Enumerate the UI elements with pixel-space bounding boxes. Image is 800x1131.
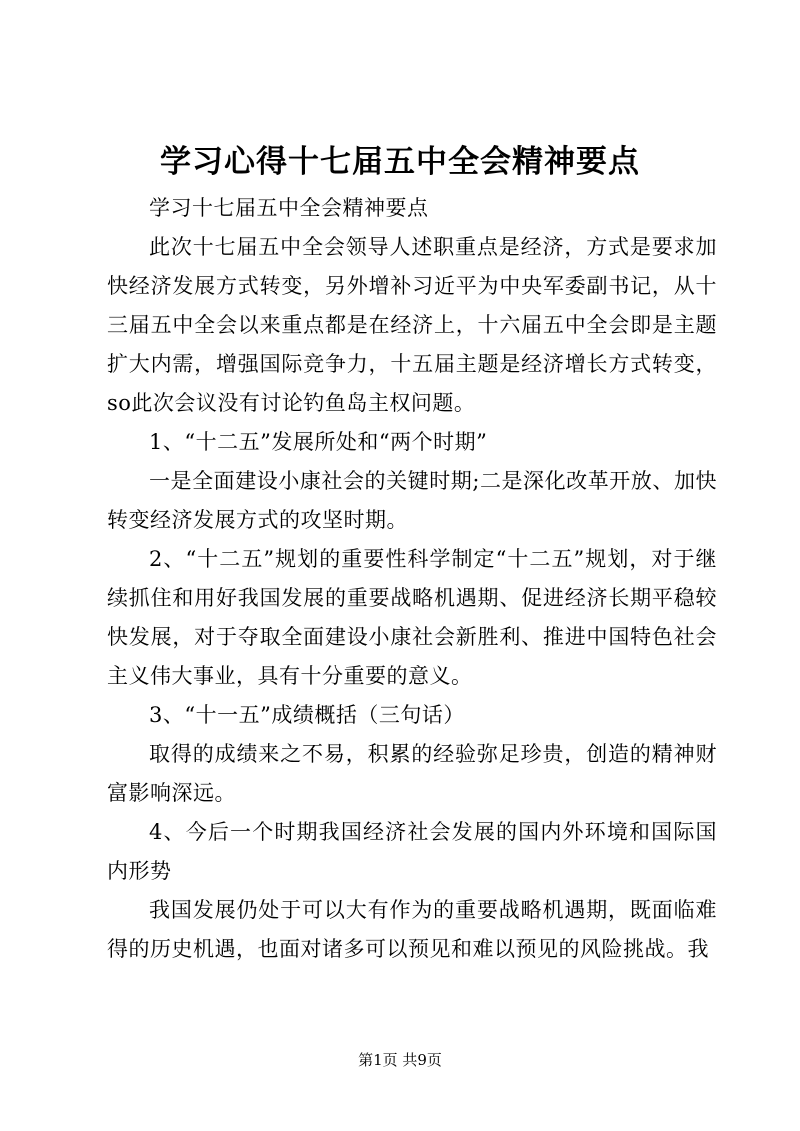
paragraph-item-4: 我国发展仍处于可以大有作为的重要战略机遇期，既面临难得的历史机遇，也面对诸多可以预见和难以预见的风险挑战。我	[107, 898, 717, 961]
paragraph-item-1: 一是全面建设小康社会的关键时期;二是深化改革开放、加快转变经济发展方式的攻坚时期。	[107, 469, 717, 532]
document-title: 学习心得十七届五中全会精神要点	[160, 144, 640, 180]
page-number-footer: 第1页 共9页	[358, 1051, 442, 1069]
document-body	[107, 189, 717, 969]
paragraph-heading-1: 1、“十二五”发展所处和“两个时期”	[149, 430, 488, 454]
paragraph-heading-3: 3、“十一五”成绩概括（三句话）	[149, 703, 465, 727]
paragraph-subtitle: 学习十七届五中全会精神要点	[149, 196, 429, 220]
paragraph-item-3: 取得的成绩来之不易，积累的经验弥足珍贵，创造的精神财富影响深远。	[107, 742, 717, 805]
paragraph-heading-2: 2、“十二五”规划的重要性科学制定“十二五”规划，对于继续抓住和用好我国发展的重要战略机遇期、促进经济长期平稳较快发展，对于夺取全面建设小康社会新胜利、推进中国特色社会主义伟大事业，具有十分重要的意义。	[107, 547, 717, 688]
paragraph-intro: 此次十七届五中全会领导人述职重点是经济，方式是要求加快经济发展方式转变，另外增补习近平为中央军委副书记，从十三届五中全会以来重点都是在经济上，十六届五中全会即是主题扩大内需，增强国际竞争力，十五届主题是经济增长方式转变，so此次会议没有讨论钓鱼岛主权问题。	[107, 235, 717, 415]
paragraph-heading-4: 4、今后一个时期我国经济社会发展的国内外环境和国际国内形势	[107, 820, 717, 883]
